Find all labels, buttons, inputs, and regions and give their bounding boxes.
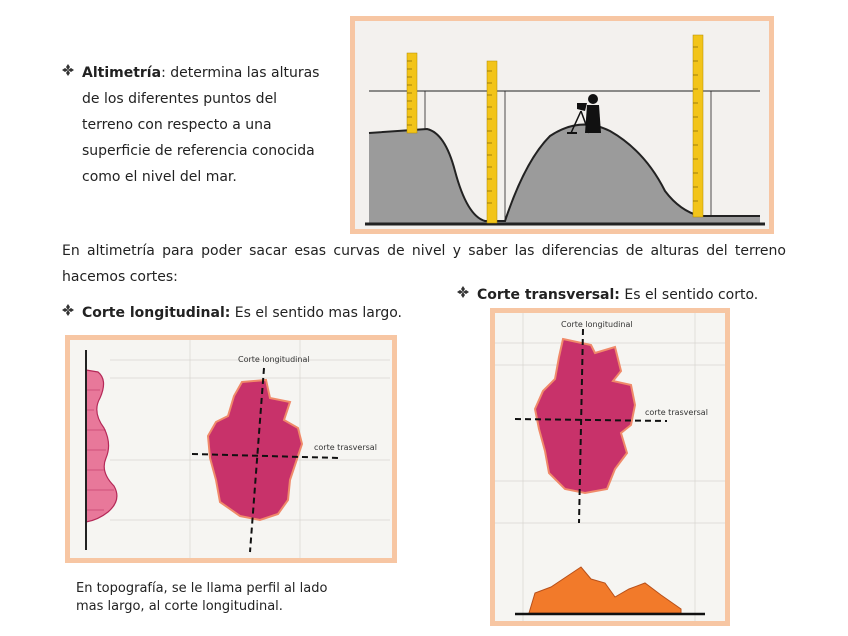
longitudinal-heading [62,300,402,326]
longitudinal-label-vertical: Corte longitudinal [238,355,310,364]
diamond-bullet-icon [457,286,469,298]
altimetria-def-line-4: superficie de referencia conocida [82,143,315,159]
longitudinal-drawing [65,335,397,563]
transversal-drawing [490,308,730,626]
altimetria-term: Altimetría [82,65,162,81]
longitudinal-description: Es el sentido mas largo. [230,305,403,321]
transversal-profile [529,567,681,613]
note-line-2: mas largo, al corte longitudinal. [76,599,283,614]
longitudinal-term: Corte longitudinal: [82,305,231,321]
transversal-label-vertical: Corte longitudinal [561,320,633,329]
altimetry-illustration [350,16,774,234]
diamond-bullet-icon [62,64,74,76]
transversal-heading [457,282,758,308]
diamond-bullet-icon [62,304,74,316]
longitudinal-label-horizontal: corte trasversal [314,443,377,452]
transversal-term: Corte transversal: [477,287,620,303]
ruler-middle [487,61,497,223]
ruler-left [407,53,417,133]
intro-line-2: hacemos cortes: [62,269,178,285]
note-paragraph [76,580,376,616]
altimetria-def-line-2: de los diferentes puntos del [82,91,278,107]
altimetria-def-line-3: terreno con respecto a una [82,117,272,133]
note-line-1: En topografía, se le llama perfil al lado [76,581,328,596]
transversal-region [535,339,635,493]
ruler-right [693,35,703,217]
altimetria-def-line-5: como el nivel del mar. [82,169,237,185]
intro-line-1: En altimetría para poder sacar esas curvas de nivel y saber las diferencias de alturas del terreno [62,243,786,259]
altimetria-paragraph [62,60,324,190]
longitudinal-profile [86,370,117,522]
transversal-label-horizontal: corte trasversal [645,408,708,417]
altimetria-def-line-1: : determina las alturas [161,65,320,81]
transversal-description: Es el sentido corto. [619,287,759,303]
